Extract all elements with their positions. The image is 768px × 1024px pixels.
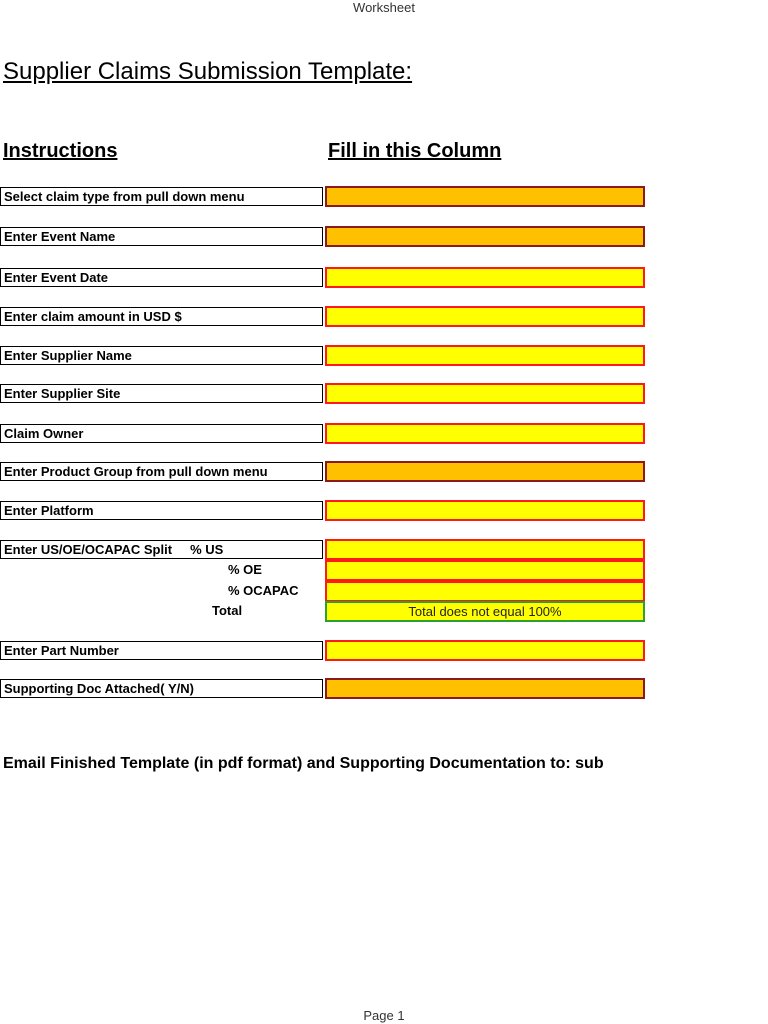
- split-label: Enter US/OE/OCAPAC Split: [4, 542, 173, 557]
- split-oe-input[interactable]: [325, 560, 645, 581]
- split-us-label: % US: [190, 542, 224, 557]
- fill-column-heading: Fill in this Column: [328, 140, 502, 162]
- split-label-box: [0, 540, 323, 559]
- page-footer: Page 1: [363, 1008, 405, 1023]
- page-title: Supplier Claims Submission Template:: [3, 58, 413, 85]
- instructions-heading: Instructions: [3, 140, 118, 162]
- event-date-label: Enter Event Date: [0, 268, 323, 287]
- claim-owner-input[interactable]: [325, 423, 645, 444]
- product-group-label: Enter Product Group from pull down menu: [0, 462, 323, 481]
- event-name-label: Enter Event Name: [0, 227, 323, 246]
- part-number-input[interactable]: [325, 640, 645, 661]
- page-header: Worksheet: [353, 0, 415, 15]
- supplier-site-label: Enter Supplier Site: [0, 384, 323, 403]
- product-group-dropdown[interactable]: [325, 461, 645, 482]
- email-instructions: Email Finished Template (in pdf format) and Supporting Documentation to: sub: [3, 755, 604, 772]
- claim-type-label: Select claim type from pull down menu: [0, 187, 323, 206]
- claim-owner-label: Claim Owner: [0, 424, 323, 443]
- platform-input[interactable]: [325, 500, 645, 521]
- split-total-label: Total: [212, 603, 243, 618]
- part-number-label: Enter Part Number: [0, 641, 323, 660]
- claim-amount-input[interactable]: [325, 306, 645, 327]
- claim-amount-label: Enter claim amount in USD $: [0, 307, 323, 326]
- split-us-input[interactable]: [325, 539, 645, 560]
- split-ocapac-label: % OCAPAC: [228, 583, 299, 598]
- supplier-name-label: Enter Supplier Name: [0, 346, 323, 365]
- split-ocapac-input[interactable]: [325, 581, 645, 602]
- split-total-value: Total does not equal 100%: [325, 601, 645, 622]
- event-date-input[interactable]: [325, 267, 645, 288]
- supporting-doc-dropdown[interactable]: [325, 678, 645, 699]
- supplier-site-input[interactable]: [325, 383, 645, 404]
- claim-type-dropdown[interactable]: [325, 186, 645, 207]
- split-oe-label: % OE: [228, 562, 262, 577]
- platform-label: Enter Platform: [0, 501, 323, 520]
- event-name-input[interactable]: [325, 226, 645, 247]
- supporting-doc-label: Supporting Doc Attached( Y/N): [0, 679, 323, 698]
- supplier-name-input[interactable]: [325, 345, 645, 366]
